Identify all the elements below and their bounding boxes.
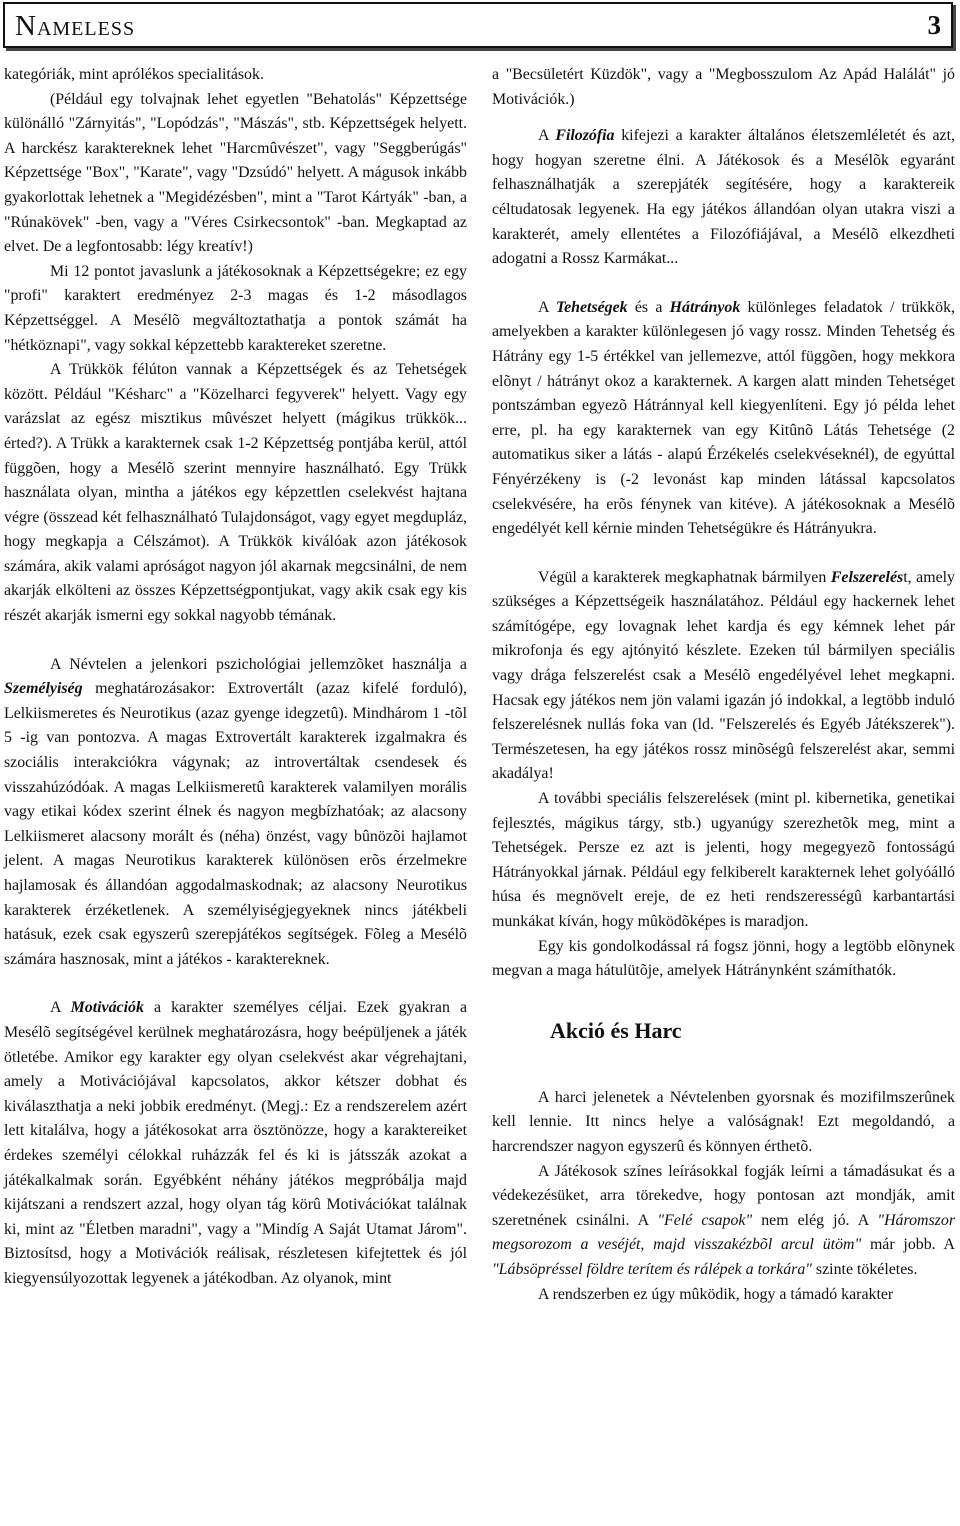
term-emphasis: Hátrányok bbox=[669, 298, 741, 316]
text-span: t, amely szükséges a Képzettségeik használatához. Például egy hackernek lehet számítógépe, egy lovagnak lehet kardja és egy kémnek lehet pár mikrofonja és egy ajtónyitó készlete. Ezeken túl bármilyen speciális vagy drága felszerelést csak a Mesélõ engedélyével lehet megkapni. Hacsak egy játékos nem jön valami igazán jó indokkal, a legtöbb induló felszerelésnek nullás foka van (ld. "Felszerelés és Egyéb Játékszerek"). Természetesen, ha egy játékos rossz minõségû felszerelést akar, semmi akadálya! bbox=[492, 568, 955, 783]
paragraph bbox=[4, 996, 467, 1291]
quote-italic: "Háromszor megsorozom a veséjét, majd visszakézbõl arcul ütöm" bbox=[492, 1211, 955, 1254]
paragraph bbox=[492, 296, 955, 542]
paragraph bbox=[492, 124, 955, 272]
paragraph: a "Becsületért Küzdök", vagy a "Megbosszulom Az Apád Halálát" jó Motivációk.) bbox=[492, 66, 955, 108]
section-heading: Akció és Harc bbox=[550, 1017, 682, 1043]
paragraph bbox=[492, 566, 955, 787]
paragraph bbox=[492, 1160, 955, 1283]
text-span: és a bbox=[627, 298, 670, 316]
paragraph: A további speciális felszerelések (mint pl. kibernetika, genetikai fejlesztés, mágikus tárgy, stb.) ugyanúgy szerezhetõk meg, mint a Tehetségek. Persze ez azt is jelenti, hogy megegyezõ fontosságú Hátrányokkal járnak. Például egy felkiberelt karakternek lehet golyóálló húsa és megnövelt ereje, de ez heti rendszerességû karbantartási munkákat kíván, hogy mûködõképes is maradjon. bbox=[492, 790, 955, 930]
term-emphasis: Tehetségek bbox=[555, 298, 628, 316]
text-span: kifejezi a karakter általános életszemléletét és azt, hogy hogyan szeretne élni. A Játékosok és a Mesélõk egyaránt felhasználhatják a szerepjáték segítésére, hogy a karaktereik céltudatosak legyenek. Ha egy játékos állandóan olyan utakra viszi a karakterét, amely ellentétes a Filozófiájával, a Mesélõ elkezdheti adogatni a Rossz Karmákat... bbox=[492, 127, 955, 268]
term-emphasis: Felszerelés bbox=[830, 568, 904, 586]
text-span: szinte tökéletes. bbox=[811, 1260, 918, 1278]
page-header bbox=[3, 2, 953, 48]
paragraph: Egy kis gondolkodással rá fogsz jönni, hogy a legtöbb elõnynek megvan a maga hátulütõje, amelyek Hátránynként számíthatók. bbox=[492, 937, 955, 980]
text-span: A Játékosok színes leírásokkal fogják leírni a támadásukat és a védekezésüket, arra törekedve, hogy pontosan azt mondják, amit szeretnének csinálni. A bbox=[492, 1162, 955, 1229]
text-span: különleges feladatok / trükkök, amelyekben a karakter különlegesen jó vagy rossz. Minden Tehetség és Hátrány egy 1-5 értékkel van jellemezve, attól függõen, hogy mekkora elõnyt / hátrányt okoz a karakternek. A kargen alatt minden Tehetséget pontszámban egyezõ Hátránnyal kell kiegyenlíteni. Egy jó példa lehet erre, pl. ha egy karakternek van egy Kitûnõ Látás Tehetsége (2 automatikus siker a látás - alapú Érzékelés cselekvéseknél), de egyúttal Fényérzékeny is (-2 levonást kap minden látással kapcsolatos cselekvésére, ha erõs fénynek van kitéve). A játékosoknak a Mesélõ engedélyét kell kérnie minden Tehetségükre és Hátrányukra. bbox=[492, 298, 955, 538]
paragraph: A rendszerben ez úgy mûködik, hogy a támadó karakter bbox=[538, 1285, 894, 1303]
quote-italic: "Felé csapok" bbox=[657, 1211, 753, 1229]
text-span: A bbox=[50, 999, 71, 1017]
text-span: a karakter személyes céljai. Ezek gyakran a Mesélõ segítségével kerülnek meghatározásra, hogy beépüljenek a játék ötletébe. Amikor egy karakter egy olyan cselekvést akar végrehajtani, amely a Motivációjával kapcsolatos, akkor kétszer dobhat és kiválaszthatja a neki jobbik eredményt. (Megj.: Ez a rendszerelem azért lett kitalálva, hogy a játékosokat arra ösztönözze, hogy a karaktereiket érdekes személyi célokkal ruházzák fel és ki is játsszák azokat a játékalkalmak során. Egyébként néhány játékos megpróbálja majd kijátszani a rendszert azzal, hogy olyan tág körû Motivációkat találnak ki, mint az "Életben maradni", vagy a "Mindíg A Saját Utamat Járom". Biztosítsd, hogy a Motivációk reálisak, részletesen kifejtettek és jól kiegyensúlyozottak legyenek a játékodban. Az olyanok, mint bbox=[4, 999, 468, 1287]
text-span: A bbox=[538, 298, 556, 316]
term-emphasis: Motivációk bbox=[70, 999, 144, 1017]
text-span: meghatározásakor: Extrovertált (azaz kifelé forduló), Lelkiismeretes és Neurotikus (azaz gyenge idegzetû). Mindhárom 1 -tõl 5 -ig van pontozva. A magas Extrovertált karakterek izgalmakra és szociális interakciókra vágynak; az introvertáltak csendesek és visszahúzódóak. A magas Lelkiismeretû karakterek valamilyen morális vagy etikai kódex szerint élnek és nagyon megbízhatóak; az alacsony Lelkiismeret alacsony morált és (néha) önzést, vagy bûnözõi hajlamot jelent. A magas Neurotikus karakterek különösen erõs érzelmekre hajlamosak és állandóan aggodalmaskodnak; az alacsony Neurotikus karakterek érzéketlenek. A személyiségjegyeknek nincs játékbeli hatásuk, ezek csak egyszerû szerepjátékos segítségek. Fõleg a Mesélõ számára hasznosak, mint a játékos - karaktereknek. bbox=[4, 680, 467, 968]
paragraph: (Például egy tolvajnak lehet egyetlen "Behatolás" Képzettsége különálló "Zárnyitás", "Lopódzás", "Mászás", stb. Képzettségek helyett. A harckész karaktereknek lehet "Harcmûvészet", vagy "Seggberúgás" Képzettsége "Box", "Karate", vagy "Dzsúdó" helyett. A mágusok inkább gyakorlottak lehetnek a "Megidézésben", mint a "Tarot Kártyák" -ban, a "Rúnakövek" -ben, vagy a "Véres Csirkecsontok" -ban. Megkaptad az elvet. De a legfontosabb: légy kreatív!) bbox=[4, 90, 467, 256]
left-column bbox=[4, 63, 467, 1292]
text-span: nem elég jó. A bbox=[752, 1211, 878, 1229]
quote-italic: "Lábsöpréssel földre terítem és rálépek a torkára" bbox=[492, 1260, 812, 1278]
right-column bbox=[492, 63, 955, 1307]
text-span: A bbox=[538, 127, 556, 145]
paragraph: Mi 12 pontot javaslunk a játékosoknak a Képzettségekre; ez egy "profi" karaktert eredményez 2-3 magas és 1-2 másodlagos Képzettséggel. A Mesélõ megváltoztathatja a pontok számát ha "hétköznapi", vagy sokkal képzettebb karaktereket szeretne. bbox=[4, 262, 467, 354]
text-span: Végül a karakterek megkaphatnak bármilyen bbox=[538, 568, 831, 586]
text-span: A Névtelen a jelenkori pszichológiai jellemzõket használja a bbox=[50, 655, 467, 673]
term-emphasis: Személyiség bbox=[4, 680, 83, 698]
paragraph: A harci jelenetek a Névtelenben gyorsnak és mozifilmszerûnek kell lennie. Itt nincs helye a valóságnak! Ezt megoldandó, a harcrendszer nagyon egyszerû és könnyen érthetõ. bbox=[492, 1088, 955, 1155]
header-title: Nameless bbox=[15, 10, 136, 42]
paragraph: A Trükkök félúton vannak a Képzettségek és az Tehetségek között. Például "Késharc" a "Közelharci fegyverek" helyett. Vagy egy varázslat az egész misztikus mûvészet helyett (mágikus trükkök... érted?). A Trükk a karakternek csak 1-2 Képzettség pontjába kerül, attól függõen, hogy a Mesélõ szerint mennyire használható. Egy Trükk használata olyan, mintha a játékos egy képzettlen cselekvést hajtana végre (összead két felhasználható Tulajdonságot, vagy egyet megdupláz, hogy megkapja a Célszámot). A Trükkök kiválóak azon játékosok számára, akik valami apróságot nagyon jól akarnak megcsinálni, de nem akarják elkölteni az összes Képzettségpontjukat, vagy akik csak egy kis részét akarják ismerni egy sokkal nagyobb témának. bbox=[4, 361, 467, 625]
paragraph bbox=[4, 653, 467, 973]
text-span: már jobb. A bbox=[861, 1236, 955, 1254]
paragraph: kategóriák, mint aprólékos specialitások. bbox=[4, 66, 264, 83]
page-number: 3 bbox=[927, 10, 941, 40]
term-emphasis: Filozófia bbox=[555, 127, 615, 145]
